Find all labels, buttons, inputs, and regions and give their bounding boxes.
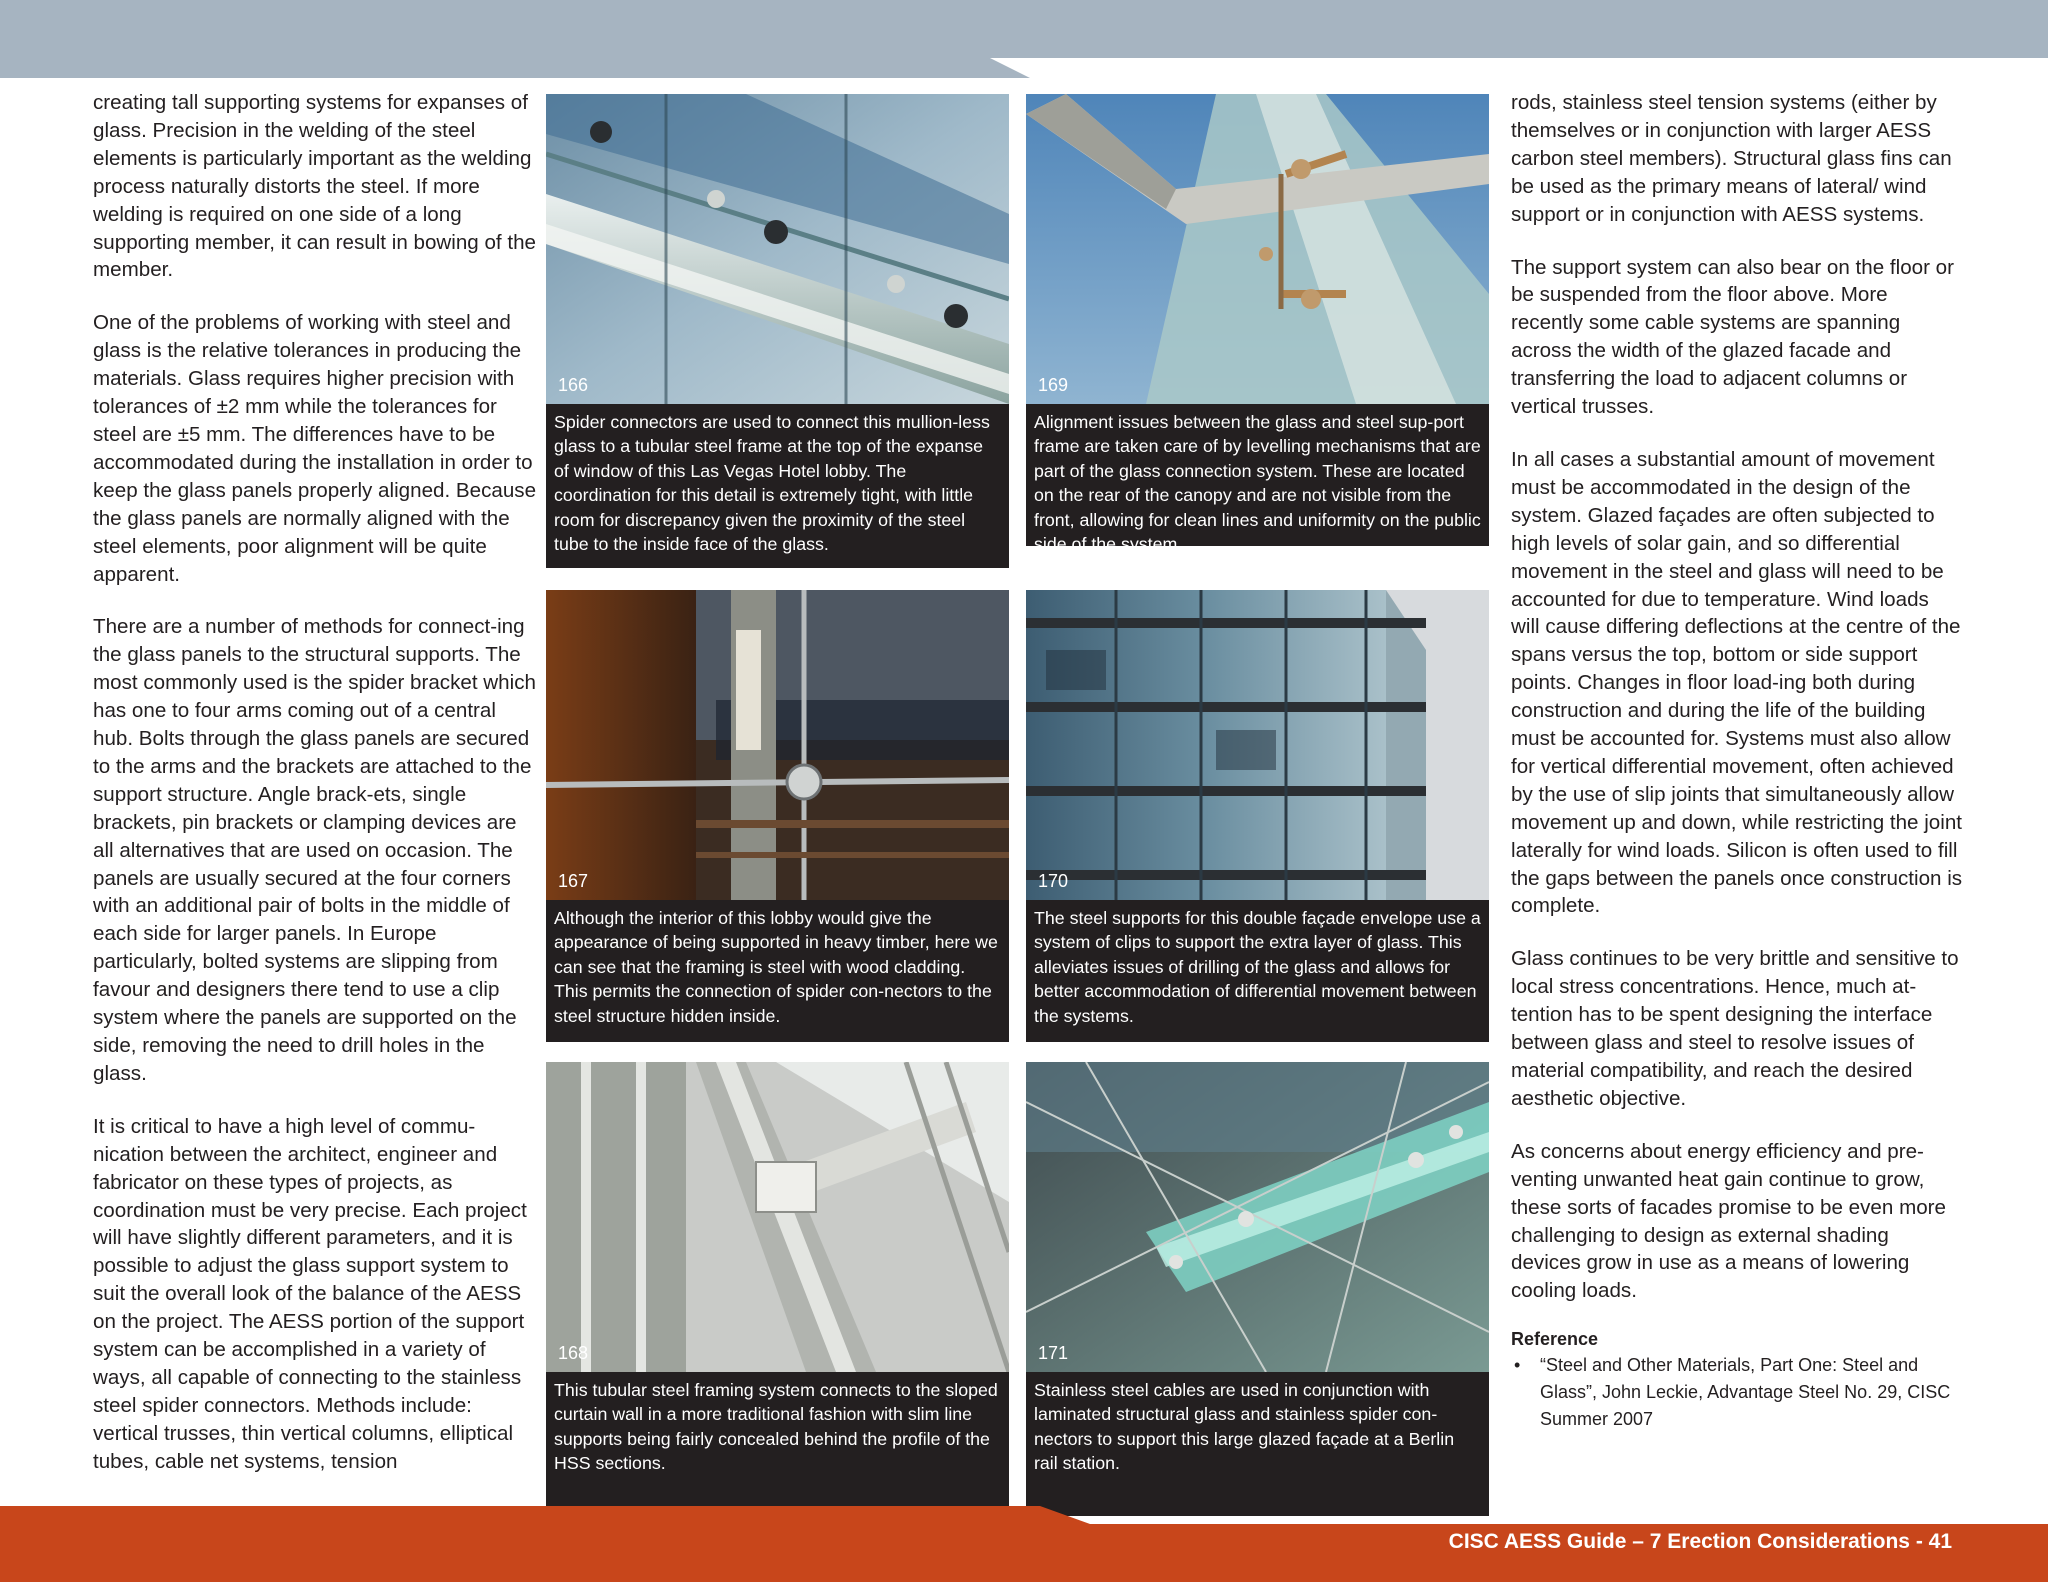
figure-caption: Alignment issues between the glass and steel sup-port frame are taken care of by levelling mechanisms that are part of the glass connection system. These are located on the rear of the canopy and are not visible from the front, allowing for clean lines and uniformity on the public side of the system. bbox=[1034, 412, 1481, 555]
figure-170 bbox=[1026, 590, 1489, 1042]
figure-number: 170 bbox=[1038, 871, 1069, 891]
figure-number: 171 bbox=[1038, 1343, 1069, 1363]
figure-number: 166 bbox=[558, 375, 589, 395]
figure-caption: Spider connectors are used to connect this mullion-less glass to a tubular steel frame at the top of the expanse of window of this Las Vegas Hotel lobby. The coordination for this detail is extremely tight, with little room for discrepancy given the proximity of the steel tube to the inside face of the glass. bbox=[554, 412, 990, 555]
page-footer-title: CISC AESS Guide – 7 Erection Considerations - 41 bbox=[1448, 1530, 1952, 1553]
body-paragraph: creating tall supporting systems for expanses of glass. Precision in the welding of the steel elements is particularly important as the welding process naturally distorts the steel. If more welding is required on one side of a long supporting member, it can result in bowing of the member. bbox=[93, 91, 537, 282]
figure-caption: This tubular steel framing system connects to the sloped curtain wall in a more traditional fashion with slim line supports being fairly concealed behind the profile of the HSS sections. bbox=[554, 1380, 998, 1474]
photo-berlin-station-cable-facade bbox=[1026, 1062, 1489, 1372]
body-paragraph: There are a number of methods for connect-ing the glass panels to the structural supports. The most commonly used is the spider bracket which has one to four arms coming out of a central hub. Bolts through the glass panels are secured to the arms and the brackets are attached to the support structure. Angle brack-ets, single brackets, pin brackets or clamping devices are all alternatives that are used on occasion. The panels are usually secured at the four corners with an additional pair of bolts in the middle of each side for larger panels. In Europe particularly, bolted systems are slipping from favour and designers there tend to use a clip system where the panels are supported on the side, removing the need to drill holes in the glass. bbox=[93, 615, 536, 1085]
figure-caption: Stainless steel cables are used in conjunction with laminated structural glass and stainless spider con-nectors to support this large glazed façade at a Berlin rail station. bbox=[1034, 1380, 1455, 1474]
reference-heading: Reference bbox=[1511, 1329, 1599, 1350]
header-band bbox=[0, 0, 2048, 78]
figure-169 bbox=[1026, 94, 1489, 555]
body-paragraph: As concerns about energy efficiency and pre-venting unwanted heat gain continue to grow, these sorts of facades promise to be even more challenging to design as external shading devices grow in use as a means of lowering cooling loads. bbox=[1511, 1139, 1946, 1303]
reference-list bbox=[1511, 1352, 1963, 1433]
figure-number: 169 bbox=[1038, 375, 1069, 395]
reference-item: • “Steel and Other Materials, Part One: Steel and Glass”, John Leckie, Advantage Steel No. 29, CISC Summer 2007 bbox=[1511, 1352, 1963, 1433]
photo-glass-canopy-spider-connectors bbox=[546, 94, 1009, 404]
figure-166 bbox=[546, 94, 1009, 568]
body-paragraph: rods, stainless steel tension systems (either by themselves or in conjunction with larger AESS carbon steel members). Structural glass fins can be used as the primary means of lateral/ wind support or in conjunction with AESS systems. bbox=[1511, 91, 1952, 226]
figure-caption: Although the interior of this lobby would give the appearance of being supported in heavy timber, here we can see that the framing is steel with wood cladding. This permits the connection of spider con-nectors to the steel structure hidden inside. bbox=[554, 908, 998, 1026]
body-paragraph: The support system can also bear on the floor or be suspended from the floor above. More recently some cable systems are spanning across the width of the glazed facade and transferring the load to adjacent columns or vertical trusses. bbox=[1511, 255, 1954, 419]
body-paragraph: One of the problems of working with steel and glass is the relative tolerances in producing the materials. Glass requires higher precision with tolerances of ±2 mm while the tolerances for steel are ±5 mm. The differences have to be accommodated during the installation in order to keep the glass panels properly aligned. Because the glass panels are normally aligned with the steel elements, poor alignment will be quite apparent. bbox=[93, 311, 537, 586]
figure-number: 168 bbox=[558, 1343, 589, 1363]
body-paragraph: In all cases a substantial amount of movement must be accommodated in the design of the system. Glazed façades are often subjected to high levels of solar gain, and so differential movement in the steel and glass will need to be accounted for due to temperature. Wind loads will cause differing deflections at the centre of the spans versus the top, bottom or side support points. Changes in floor load-ing both during construction and during the life of the building must be accounted for. Systems must also allow for vertical differential movement, often achieved by the use of slip joints that simultaneously allow movement up and down, while restricting the joint laterally for wind loads. Silicon is often used to fill the gaps between the panels once construction is complete. bbox=[1511, 447, 1963, 918]
figure-168 bbox=[546, 1062, 1009, 1516]
figure-number: 167 bbox=[558, 871, 589, 891]
photo-lobby-wood-clad-frame bbox=[546, 590, 1009, 900]
figure-caption: The steel supports for this double façade envelope use a system of clips to support the extra layer of glass. This alleviates issues of drilling of the glass and allows for better accommodation of differential movement between the systems. bbox=[1034, 908, 1481, 1026]
figure-171 bbox=[1026, 1062, 1489, 1516]
left-text-column bbox=[93, 89, 541, 1501]
body-paragraph: It is critical to have a high level of commu-nication between the architect, engineer and fabricator on these types of projects, as coordination must be very precise. Each project will have slightly different parameters, and it is possible to adjust the glass support system to suit the overall look of the balance of the AESS on the project. The AESS portion of the support system can be accomplished in a variety of ways, all capable of connecting to the stainless steel spider connectors. Methods include: vertical trusses, thin vertical columns, elliptical tubes, cable net systems, tension bbox=[93, 1114, 527, 1473]
right-text-column bbox=[1511, 89, 1963, 1433]
figure-167 bbox=[546, 590, 1009, 1042]
body-paragraph: Glass continues to be very brittle and sensitive to local stress concentrations. Hence, much at-tention has to be spent designing the interface between glass and steel to resolve issues of material compatibility, and reach the desired aesthetic objective. bbox=[1511, 947, 1959, 1110]
photo-canopy-levelling-mechanism bbox=[1026, 94, 1489, 404]
photo-double-facade-envelope bbox=[1026, 590, 1489, 900]
photo-tubular-steel-curtain-wall bbox=[546, 1062, 1009, 1372]
